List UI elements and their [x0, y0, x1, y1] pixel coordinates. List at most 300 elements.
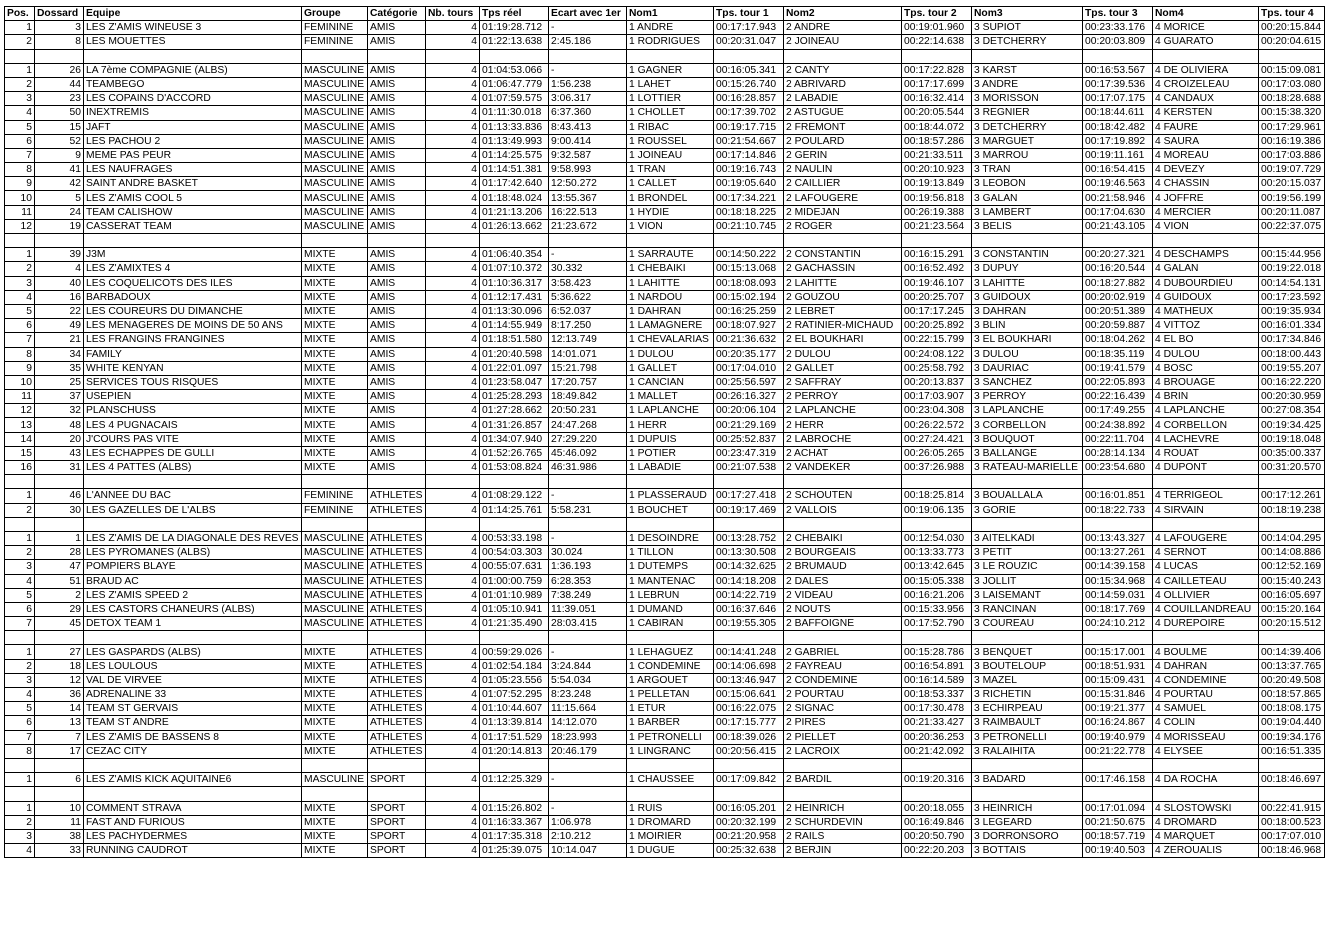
cell-nom2: 2 HEINRICH — [784, 801, 902, 815]
cell-tps-tour4: 00:19:55.207 — [1259, 361, 1325, 375]
empty-cell — [84, 758, 302, 772]
cell-tps-tour2: 00:26:19.388 — [902, 205, 972, 219]
cell-nb-tours: 4 — [426, 730, 480, 744]
empty-cell — [714, 49, 784, 63]
cell-tps-tour4: 00:13:37.765 — [1259, 659, 1325, 673]
cell-equipe: TEAM CALISHOW — [84, 205, 302, 219]
cell-equipe: INEXTREMIS — [84, 106, 302, 120]
empty-cell — [972, 787, 1083, 801]
cell-equipe: LES CASTORS CHANEURS (ALBS) — [84, 602, 302, 616]
table-row — [5, 361, 1325, 375]
cell-nom3: 3 RALAIHITA — [972, 744, 1083, 758]
cell-nom2: 2 DALES — [784, 574, 902, 588]
cell-pos: 4 — [5, 844, 35, 858]
cell-tps-tour3: 00:14:59.031 — [1083, 588, 1153, 602]
cell-tps-tour4: 00:16:01.334 — [1259, 319, 1325, 333]
cell-ecart: - — [549, 801, 627, 815]
cell-categorie: AMIS — [368, 163, 426, 177]
table-row — [5, 248, 1325, 262]
cell-nom1: 1 DUTEMPS — [627, 560, 714, 574]
cell-tps-tour1: 00:16:05.341 — [714, 63, 784, 77]
cell-nb-tours: 4 — [426, 773, 480, 787]
cell-ecart: 3:58.423 — [549, 276, 627, 290]
cell-nb-tours: 4 — [426, 801, 480, 815]
cell-nom2: 2 SCHOUTEN — [784, 489, 902, 503]
cell-ecart: 14:01.071 — [549, 347, 627, 361]
cell-dossard: 50 — [35, 106, 84, 120]
cell-groupe: MIXTE — [302, 688, 368, 702]
cell-nom1: 1 RUIS — [627, 801, 714, 815]
column-header-nom1: Nom1 — [627, 7, 714, 21]
cell-tps-tour1: 00:18:18.225 — [714, 205, 784, 219]
cell-nom2: 2 POULARD — [784, 134, 902, 148]
cell-nom1: 1 CONDEMINE — [627, 659, 714, 673]
cell-tps-reel: 01:23:58.047 — [480, 375, 549, 389]
cell-tps-tour1: 00:18:07.927 — [714, 319, 784, 333]
cell-nom4: 4 ELYSEE — [1153, 744, 1259, 758]
empty-cell — [1153, 787, 1259, 801]
cell-nom2: 2 CAILLIER — [784, 177, 902, 191]
cell-tps-tour3: 00:18:35.119 — [1083, 347, 1153, 361]
cell-pos: 7 — [5, 730, 35, 744]
cell-categorie: AMIS — [368, 92, 426, 106]
cell-tps-tour3: 00:17:01.094 — [1083, 801, 1153, 815]
cell-nom4: 4 DEVEZY — [1153, 163, 1259, 177]
empty-cell — [784, 475, 902, 489]
cell-groupe: MIXTE — [302, 319, 368, 333]
cell-tps-tour4: 00:18:00.443 — [1259, 347, 1325, 361]
cell-nom3: 3 DAURIAC — [972, 361, 1083, 375]
empty-cell — [302, 234, 368, 248]
cell-nom3: 3 MORISSON — [972, 92, 1083, 106]
cell-categorie: AMIS — [368, 120, 426, 134]
group-separator — [5, 517, 1325, 531]
cell-ecart: 20:46.179 — [549, 744, 627, 758]
cell-groupe: MASCULINE — [302, 148, 368, 162]
cell-nom4: 4 ZEROUALIS — [1153, 844, 1259, 858]
cell-dossard: 41 — [35, 163, 84, 177]
empty-cell — [368, 475, 426, 489]
empty-cell — [972, 49, 1083, 63]
cell-groupe: MIXTE — [302, 248, 368, 262]
cell-ecart: 11:15.664 — [549, 702, 627, 716]
cell-pos: 6 — [5, 602, 35, 616]
cell-equipe: LES Z'AMIS DE LA DIAGONALE DES REVES — [84, 531, 302, 545]
cell-categorie: SPORT — [368, 844, 426, 858]
cell-nom2: 2 SIGNAC — [784, 702, 902, 716]
cell-nom4: 4 COUILLANDREAU — [1153, 602, 1259, 616]
cell-nom4: 4 CORBELLON — [1153, 418, 1259, 432]
cell-nom2: 2 LAHITTE — [784, 276, 902, 290]
cell-tps-tour1: 00:17:04.010 — [714, 361, 784, 375]
cell-pos: 2 — [5, 77, 35, 91]
table-row — [5, 418, 1325, 432]
cell-nb-tours: 4 — [426, 744, 480, 758]
cell-equipe: LES NAUFRAGES — [84, 163, 302, 177]
cell-pos: 9 — [5, 177, 35, 191]
column-header-tps-tour2: Tps. tour 2 — [902, 7, 972, 21]
cell-nom4: 4 FAURE — [1153, 120, 1259, 134]
cell-equipe: J3M — [84, 248, 302, 262]
cell-tps-tour2: 00:20:25.892 — [902, 319, 972, 333]
cell-ecart: 6:37.360 — [549, 106, 627, 120]
cell-equipe: LES Z'AMIS KICK AQUITAINE6 — [84, 773, 302, 787]
cell-groupe: MIXTE — [302, 702, 368, 716]
cell-tps-tour2: 00:20:36.253 — [902, 730, 972, 744]
cell-nom4: 4 DAHRAN — [1153, 659, 1259, 673]
cell-nb-tours: 4 — [426, 688, 480, 702]
cell-ecart: 5:54.034 — [549, 673, 627, 687]
cell-tps-tour1: 00:23:47.319 — [714, 446, 784, 460]
cell-tps-reel: 01:25:28.293 — [480, 390, 549, 404]
cell-nb-tours: 4 — [426, 829, 480, 843]
cell-nom4: 4 POURTAU — [1153, 688, 1259, 702]
table-row — [5, 829, 1325, 843]
cell-tps-tour1: 00:19:16.743 — [714, 163, 784, 177]
cell-tps-tour2: 00:27:24.421 — [902, 432, 972, 446]
empty-cell — [549, 631, 627, 645]
cell-dossard: 5 — [35, 191, 84, 205]
table-row — [5, 21, 1325, 35]
cell-tps-reel: 01:13:30.096 — [480, 304, 549, 318]
cell-ecart: - — [549, 63, 627, 77]
empty-cell — [480, 234, 549, 248]
cell-groupe: MIXTE — [302, 829, 368, 843]
cell-nom3: 3 DUPUY — [972, 262, 1083, 276]
cell-pos: 1 — [5, 248, 35, 262]
cell-categorie: AMIS — [368, 35, 426, 49]
cell-dossard: 16 — [35, 290, 84, 304]
table-row — [5, 673, 1325, 687]
cell-pos: 1 — [5, 531, 35, 545]
empty-cell — [426, 475, 480, 489]
empty-cell — [84, 631, 302, 645]
cell-nom4: 4 MERCIER — [1153, 205, 1259, 219]
cell-dossard: 4 — [35, 262, 84, 276]
cell-nom2: 2 PIELLET — [784, 730, 902, 744]
empty-cell — [368, 49, 426, 63]
cell-tps-tour1: 00:20:56.415 — [714, 744, 784, 758]
empty-cell — [714, 631, 784, 645]
cell-nom4: 4 VITTOZ — [1153, 319, 1259, 333]
cell-categorie: ATHLETES — [368, 673, 426, 687]
cell-nom4: 4 DESCHAMPS — [1153, 248, 1259, 262]
cell-tps-tour3: 00:20:02.919 — [1083, 290, 1153, 304]
cell-categorie: AMIS — [368, 262, 426, 276]
cell-nom4: 4 GALAN — [1153, 262, 1259, 276]
cell-pos: 10 — [5, 191, 35, 205]
cell-nom3: 3 PETRONELLI — [972, 730, 1083, 744]
cell-categorie: ATHLETES — [368, 688, 426, 702]
cell-tps-tour1: 00:25:56.597 — [714, 375, 784, 389]
cell-categorie: AMIS — [368, 404, 426, 418]
cell-nom4: 4 LUCAS — [1153, 560, 1259, 574]
cell-tps-tour3: 00:21:43.105 — [1083, 219, 1153, 233]
cell-categorie: AMIS — [368, 461, 426, 475]
cell-tps-reel: 01:27:28.662 — [480, 404, 549, 418]
cell-dossard: 10 — [35, 801, 84, 815]
cell-nom2: 2 RATINIER-MICHAUD — [784, 319, 902, 333]
cell-tps-reel: 01:06:47.779 — [480, 77, 549, 91]
empty-cell — [1083, 758, 1153, 772]
cell-tps-tour2: 00:19:46.107 — [902, 276, 972, 290]
cell-tps-tour3: 00:16:53.567 — [1083, 63, 1153, 77]
cell-dossard: 30 — [35, 503, 84, 517]
cell-equipe: FAMILY — [84, 347, 302, 361]
column-header-nom3: Nom3 — [972, 7, 1083, 21]
cell-tps-reel: 01:25:39.075 — [480, 844, 549, 858]
cell-tps-tour4: 00:17:34.846 — [1259, 333, 1325, 347]
cell-nom1: 1 POTIER — [627, 446, 714, 460]
cell-tps-tour2: 00:16:52.492 — [902, 262, 972, 276]
group-separator — [5, 787, 1325, 801]
cell-categorie: ATHLETES — [368, 489, 426, 503]
cell-ecart: 18:23.993 — [549, 730, 627, 744]
cell-pos: 7 — [5, 333, 35, 347]
cell-tps-tour1: 00:17:15.777 — [714, 716, 784, 730]
cell-dossard: 7 — [35, 730, 84, 744]
cell-categorie: AMIS — [368, 63, 426, 77]
cell-pos: 1 — [5, 801, 35, 815]
cell-nom2: 2 FAYREAU — [784, 659, 902, 673]
cell-pos: 7 — [5, 617, 35, 631]
cell-nom1: 1 MOIRIER — [627, 829, 714, 843]
table-row — [5, 333, 1325, 347]
cell-ecart: 15:21.798 — [549, 361, 627, 375]
cell-tps-tour3: 00:15:34.968 — [1083, 574, 1153, 588]
cell-tps-tour4: 00:20:15.512 — [1259, 617, 1325, 631]
cell-nom2: 2 ABRIVARD — [784, 77, 902, 91]
cell-tps-tour1: 00:18:39.026 — [714, 730, 784, 744]
cell-nom1: 1 ROUSSEL — [627, 134, 714, 148]
cell-ecart: 5:36.622 — [549, 290, 627, 304]
cell-equipe: JAFT — [84, 120, 302, 134]
cell-ecart: 10:14.047 — [549, 844, 627, 858]
cell-pos: 1 — [5, 489, 35, 503]
cell-tps-tour3: 00:13:43.327 — [1083, 531, 1153, 545]
cell-ecart: 18:49.842 — [549, 390, 627, 404]
cell-nom1: 1 GALLET — [627, 361, 714, 375]
cell-tps-reel: 01:22:01.097 — [480, 361, 549, 375]
cell-tps-reel: 01:06:40.354 — [480, 248, 549, 262]
cell-tps-tour2: 00:19:56.818 — [902, 191, 972, 205]
empty-cell — [714, 517, 784, 531]
cell-ecart: 28:03.415 — [549, 617, 627, 631]
cell-dossard: 31 — [35, 461, 84, 475]
cell-equipe: LES GAZELLES DE L'ALBS — [84, 503, 302, 517]
cell-nb-tours: 4 — [426, 361, 480, 375]
cell-categorie: AMIS — [368, 21, 426, 35]
cell-tps-tour4: 00:17:03.886 — [1259, 148, 1325, 162]
cell-nom4: 4 TERRIGEOL — [1153, 489, 1259, 503]
cell-tps-tour3: 00:19:21.377 — [1083, 702, 1153, 716]
cell-tps-tour3: 00:16:01.851 — [1083, 489, 1153, 503]
empty-cell — [84, 517, 302, 531]
cell-groupe: MIXTE — [302, 404, 368, 418]
cell-pos: 6 — [5, 134, 35, 148]
cell-tps-tour3: 00:19:11.161 — [1083, 148, 1153, 162]
cell-nom3: 3 TRAN — [972, 163, 1083, 177]
cell-equipe: LES PACHYDERMES — [84, 829, 302, 843]
table-row — [5, 744, 1325, 758]
cell-equipe: COMMENT STRAVA — [84, 801, 302, 815]
cell-groupe: MIXTE — [302, 375, 368, 389]
cell-categorie: ATHLETES — [368, 716, 426, 730]
cell-tps-tour1: 00:18:08.093 — [714, 276, 784, 290]
cell-tps-tour3: 00:17:39.536 — [1083, 77, 1153, 91]
cell-nom4: 4 ROUAT — [1153, 446, 1259, 460]
cell-nom1: 1 VION — [627, 219, 714, 233]
cell-tps-tour4: 00:15:40.243 — [1259, 574, 1325, 588]
cell-nb-tours: 4 — [426, 844, 480, 858]
cell-ecart: 11:39.051 — [549, 602, 627, 616]
cell-groupe: MIXTE — [302, 659, 368, 673]
cell-ecart: 9:00.414 — [549, 134, 627, 148]
column-header-pos: Pos. — [5, 7, 35, 21]
cell-tps-tour4: 00:17:03.080 — [1259, 77, 1325, 91]
cell-nb-tours: 4 — [426, 290, 480, 304]
cell-nom2: 2 PIRES — [784, 716, 902, 730]
cell-categorie: AMIS — [368, 276, 426, 290]
empty-cell — [784, 234, 902, 248]
cell-nom1: 1 DUMAND — [627, 602, 714, 616]
cell-dossard: 22 — [35, 304, 84, 318]
empty-cell — [972, 758, 1083, 772]
cell-ecart: 6:28.353 — [549, 574, 627, 588]
cell-ecart: 5:58.231 — [549, 503, 627, 517]
cell-pos: 1 — [5, 645, 35, 659]
cell-tps-reel: 01:14:25.761 — [480, 503, 549, 517]
cell-tps-tour4: 00:20:15.844 — [1259, 21, 1325, 35]
empty-cell — [627, 234, 714, 248]
cell-tps-reel: 01:05:23.556 — [480, 673, 549, 687]
cell-tps-tour3: 00:28:14.134 — [1083, 446, 1153, 460]
cell-nom4: 4 MORICE — [1153, 21, 1259, 35]
cell-tps-tour4: 00:14:54.131 — [1259, 276, 1325, 290]
cell-pos: 5 — [5, 120, 35, 134]
cell-nom3: 3 LEGEARD — [972, 815, 1083, 829]
cell-tps-tour2: 00:15:05.338 — [902, 574, 972, 588]
cell-ecart: 1:36.193 — [549, 560, 627, 574]
cell-equipe: SAINT ANDRE BASKET — [84, 177, 302, 191]
table-row — [5, 602, 1325, 616]
empty-cell — [426, 631, 480, 645]
cell-categorie: ATHLETES — [368, 659, 426, 673]
cell-tps-tour1: 00:15:02.194 — [714, 290, 784, 304]
cell-tps-tour2: 00:18:53.337 — [902, 688, 972, 702]
cell-dossard: 2 — [35, 588, 84, 602]
empty-cell — [902, 787, 972, 801]
cell-tps-tour2: 00:22:20.203 — [902, 844, 972, 858]
cell-tps-tour2: 00:17:03.907 — [902, 390, 972, 404]
table-row — [5, 432, 1325, 446]
column-header-dossard: Dossard — [35, 7, 84, 21]
cell-tps-tour2: 00:21:42.092 — [902, 744, 972, 758]
empty-cell — [627, 475, 714, 489]
cell-nb-tours: 4 — [426, 588, 480, 602]
cell-pos: 11 — [5, 205, 35, 219]
cell-tps-tour4: 00:20:15.037 — [1259, 177, 1325, 191]
cell-nom1: 1 NARDOU — [627, 290, 714, 304]
cell-ecart: 2:45.186 — [549, 35, 627, 49]
cell-equipe: CASSERAT TEAM — [84, 219, 302, 233]
cell-nom1: 1 LABADIE — [627, 461, 714, 475]
cell-tps-tour1: 00:20:06.104 — [714, 404, 784, 418]
cell-nom4: 4 DULOU — [1153, 347, 1259, 361]
cell-pos: 10 — [5, 375, 35, 389]
table-row — [5, 35, 1325, 49]
cell-equipe: WHITE KENYAN — [84, 361, 302, 375]
cell-tps-tour2: 00:15:33.956 — [902, 602, 972, 616]
cell-nom1: 1 LAMAGNERE — [627, 319, 714, 333]
cell-pos: 3 — [5, 673, 35, 687]
cell-categorie: AMIS — [368, 177, 426, 191]
cell-tps-reel: 01:15:26.802 — [480, 801, 549, 815]
cell-nb-tours: 4 — [426, 63, 480, 77]
cell-pos: 8 — [5, 163, 35, 177]
cell-nb-tours: 4 — [426, 304, 480, 318]
cell-nom4: 4 CAILLETEAU — [1153, 574, 1259, 588]
empty-cell — [784, 631, 902, 645]
cell-tps-tour2: 00:17:22.828 — [902, 63, 972, 77]
cell-nom3: 3 LAPLANCHE — [972, 404, 1083, 418]
cell-nom4: 4 MATHEUX — [1153, 304, 1259, 318]
cell-tps-tour2: 00:17:17.245 — [902, 304, 972, 318]
cell-categorie: AMIS — [368, 390, 426, 404]
cell-tps-tour4: 00:15:38.320 — [1259, 106, 1325, 120]
cell-dossard: 45 — [35, 617, 84, 631]
cell-categorie: AMIS — [368, 248, 426, 262]
cell-dossard: 14 — [35, 702, 84, 716]
cell-groupe: MIXTE — [302, 290, 368, 304]
empty-cell — [627, 631, 714, 645]
empty-cell — [549, 517, 627, 531]
cell-groupe: MASCULINE — [302, 617, 368, 631]
cell-pos: 8 — [5, 744, 35, 758]
table-row — [5, 617, 1325, 631]
cell-groupe: MASCULINE — [302, 77, 368, 91]
cell-nom2: 2 CANTY — [784, 63, 902, 77]
cell-nb-tours: 4 — [426, 92, 480, 106]
cell-categorie: AMIS — [368, 304, 426, 318]
cell-tps-tour1: 00:13:46.947 — [714, 673, 784, 687]
cell-nb-tours: 4 — [426, 503, 480, 517]
empty-cell — [84, 234, 302, 248]
cell-tps-reel: 01:19:28.712 — [480, 21, 549, 35]
cell-nom3: 3 KARST — [972, 63, 1083, 77]
cell-nom2: 2 LAFOUGERE — [784, 191, 902, 205]
cell-nb-tours: 4 — [426, 432, 480, 446]
cell-nom1: 1 LAPLANCHE — [627, 404, 714, 418]
cell-tps-tour4: 00:20:04.615 — [1259, 35, 1325, 49]
cell-nom1: 1 GAGNER — [627, 63, 714, 77]
cell-tps-tour1: 00:19:05.640 — [714, 177, 784, 191]
cell-ecart: 16:22.513 — [549, 205, 627, 219]
cell-groupe: FEMININE — [302, 21, 368, 35]
cell-tps-tour4: 00:15:20.164 — [1259, 602, 1325, 616]
empty-cell — [972, 517, 1083, 531]
empty-cell — [426, 49, 480, 63]
cell-nom1: 1 CABIRAN — [627, 617, 714, 631]
empty-cell — [1153, 631, 1259, 645]
cell-nom2: 2 ANDRE — [784, 21, 902, 35]
empty-cell — [368, 517, 426, 531]
cell-groupe: MIXTE — [302, 446, 368, 460]
cell-nom2: 2 HERR — [784, 418, 902, 432]
table-row — [5, 801, 1325, 815]
table-row — [5, 134, 1325, 148]
cell-nom2: 2 EL BOUKHARI — [784, 333, 902, 347]
